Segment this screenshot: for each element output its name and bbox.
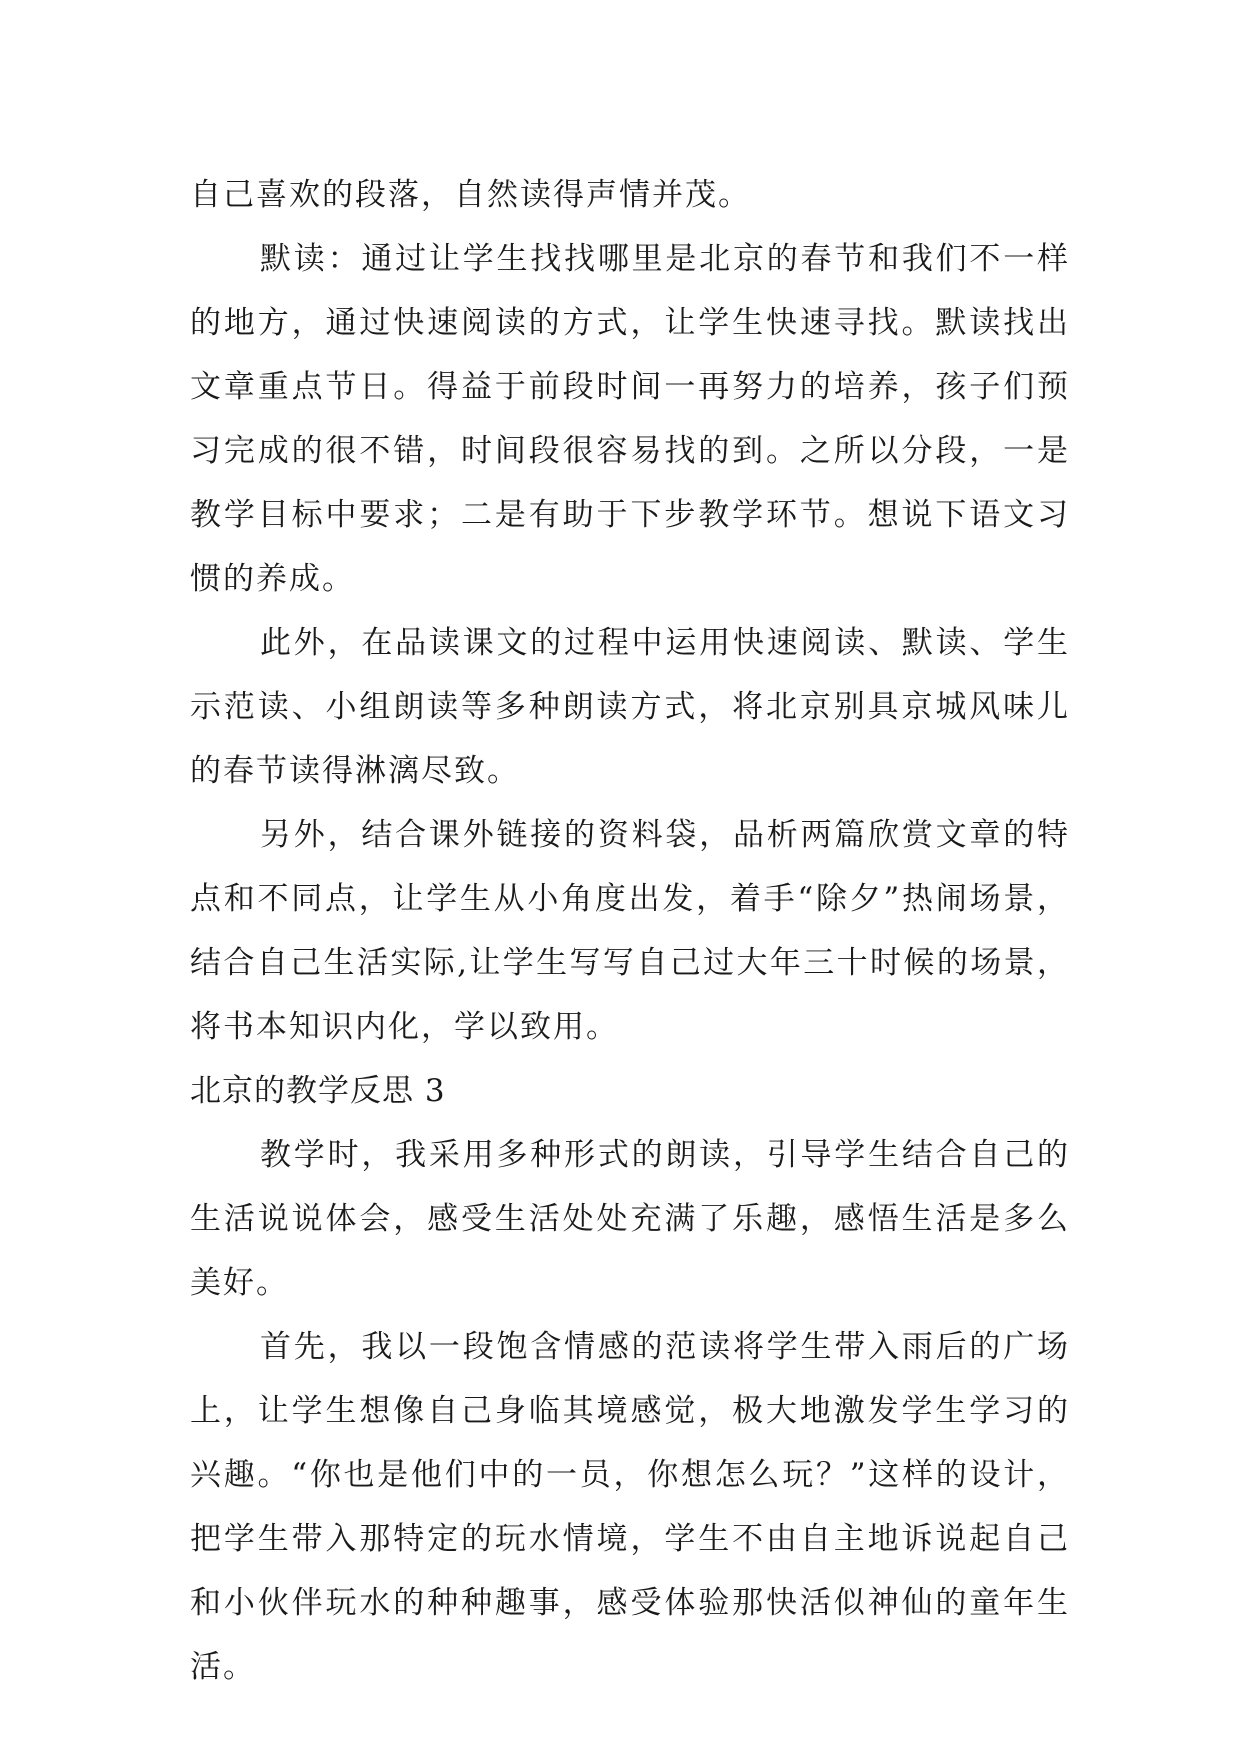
section-heading: 北京的教学反思 3 xyxy=(190,1073,446,1109)
paragraph-teaching: 教学时，我采用多种形式的朗读，引导学生结合自己的生活说说体会，感受生活处处充满了乐趣，感悟生活是多么美好。 xyxy=(190,1137,1070,1301)
paragraph-silent-reading: 默读：通过让学生找找哪里是北京的春节和我们不一样的地方，通过快速阅读的方式，让学生快速寻找。默读找出文章重点节日。得益于前段时间一再努力的培养，孩子们预习完成的很不错，时间段很容易找的到。之所以分段，一是教学目标中要求；二是有助于下步教学环节。想说下语文习惯的养成。 xyxy=(190,241,1070,597)
paragraph-first: 首先，我以一段饱含情感的范读将学生带入雨后的广场上，让学生想像自己身临其境感觉，极大地激发学生学习的兴趣。“你也是他们中的一员，你想怎么玩？”这样的设计，把学生带入那特定的玩水情境，学生不由自主地诉说起自己和小伙伴玩水的种种趣事，感受体验那快活似神仙的童年生活。 xyxy=(190,1329,1070,1685)
paragraph-continuation: 自己喜欢的段落，自然读得声情并茂。 xyxy=(190,177,751,213)
paragraph-in-addition: 此外，在品读课文的过程中运用快速阅读、默读、学生示范读、小组朗读等多种朗读方式，将北京别具京城风味儿的春节读得淋漓尽致。 xyxy=(190,625,1070,789)
document-body xyxy=(190,163,1070,1699)
paragraph-furthermore: 另外，结合课外链接的资料袋，品析两篇欣赏文章的特点和不同点，让学生从小角度出发，着手“除夕”热闹场景，结合自己生活实际,让学生写写自己过大年三十时候的场景，将书本知识内化，学以致用。 xyxy=(190,817,1070,1045)
